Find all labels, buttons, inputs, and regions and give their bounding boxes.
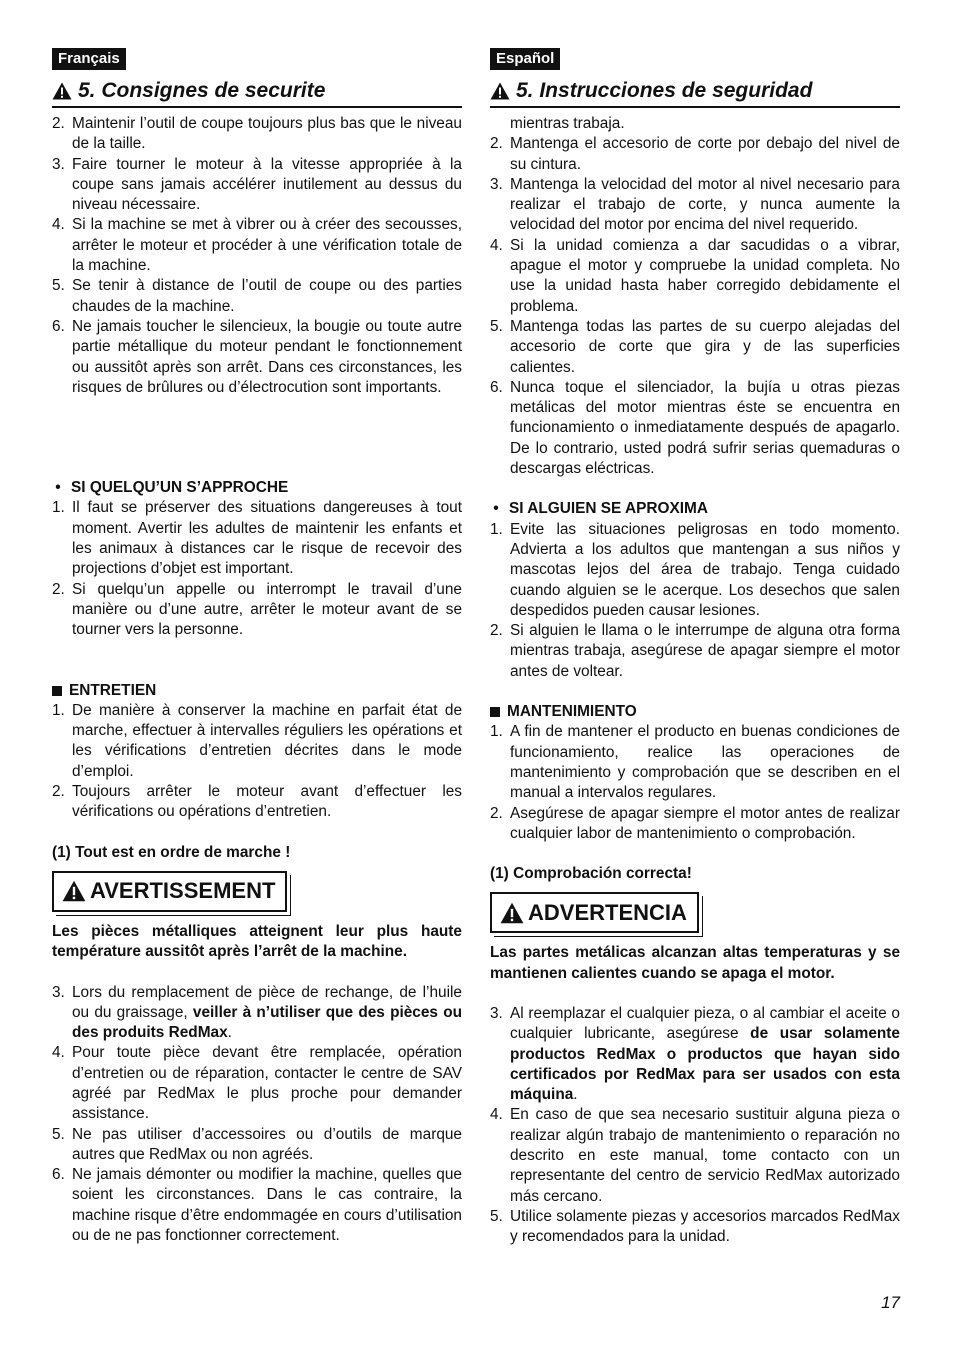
spanish-content [490, 114, 900, 1248]
spanish-list-a [490, 134, 900, 479]
list-item: 2. Asegúrese de apagar siempre el motor antes de realizar cualquier labor de mantenimiento o comprobación. [490, 804, 900, 842]
spanish-column [490, 48, 900, 1248]
list-item: 3. Al reemplazar el cualquier pieza, o al cambiar el aceite o cualquier lubricante, asegúrese de usar solamente productos RedMax o productos que hayan sido certificados por RedMax para ser usados con esta máquina. [490, 1004, 900, 1104]
list-item: 2. Si quelqu’un appelle ou interrompt le travail d’une manière ou d’une autre, arrêter le moteur avant de se tourner vers la personne. [52, 580, 462, 639]
list-item: 6. Nunca toque el silenciador, la bujía u otras piezas metálicas del motor mientras éste se encuentra en funcionamiento o inmediatamente después de apagarlo. De lo contrario, usted podrá sufrir serias quemaduras o descargas eléctricas. [490, 378, 900, 478]
square-bullet-icon [52, 686, 62, 696]
french-list-a [52, 114, 462, 398]
french-list-c [52, 701, 462, 823]
list-item: 1. A fin de mantener el producto en buenas condiciones de funcionamiento, realice las operaciones de mantenimiento y comprobación que se describen en el manual a intervalos regulares. [490, 723, 900, 802]
list-item: 2. Mantenga el accesorio de corte por debajo del nivel de su cintura. [490, 135, 900, 173]
list-item: 1. De manière à conserver la machine en parfait état de marche, effectuer à intervalles réguliers les opérations et les vérifications d’entretien décrites dans le mode d’emploi. [52, 701, 462, 780]
approach-heading-spanish: • SI ALGUIEN SE APROXIMA [490, 499, 900, 519]
spanish-list-b [490, 520, 900, 682]
warning-box-wrapper-french [52, 871, 462, 912]
section-title-text: 5. Consignes de securite [78, 79, 326, 102]
list-item: 5. Mantenga todas las partes de su cuerpo alejadas del accesorio de corte que gira y de las superficies calientes. [490, 317, 900, 376]
list-item: 3. Mantenga la velocidad del motor al nivel necesario para realizar el trabajo de corte, y nunca aumente la velocidad del motor por encima del nivel requerido. [490, 175, 900, 234]
page-number: 17 [881, 1293, 900, 1312]
french-content [52, 114, 462, 1246]
warning-box-french: AVERTISSEMENT [52, 871, 287, 912]
check-line-french: (1) Tout est en ordre de marche ! [52, 843, 291, 861]
list-item: 4. En caso de que sea necesario sustituir alguna pieza o realizar algún trabajo de mantenimiento o reparación no descrito en este manual, tome contacto con un representante del centro de servicio RedMax autorizado más cercano. [490, 1106, 900, 1205]
maintenance-heading-spanish: MANTENIMIENTO [490, 702, 900, 722]
list-item: 4. Si la unidad comienza a dar sacudidas o a vibrar, apague el motor y compruebe la unidad completa. No use la unidad hasta haber corregido debidamente el problema. [490, 236, 900, 315]
check-line-spanish: (1) Comprobación correcta! [490, 865, 692, 883]
list-item: 1. Il faut se préserver des situations dangereuses à tout moment. Avertir les adultes de maintenir les enfants et les animaux à distances car le risque de recevoir des projections d’objet est important. [52, 499, 462, 578]
list-item: 3. Lors du remplacement de pièce de rechange, de l’huile ou du graissage, veiller à n’utiliser que des pièces ou des produits RedMax. [52, 983, 463, 1042]
list-item: 4. Pour toute pièce devant être remplacée, opération d’entretien ou de réparation, contacter le centre de SAV agréé par RedMax le plus proche pour demander assistance. [52, 1044, 462, 1123]
list-item: 5. Utilice solamente piezas y accesorios marcados RedMax y recomendados para la unidad. [490, 1207, 900, 1246]
list-item: 2. Si alguien le llama o le interrumpe de alguna otra forma mientras trabaja, asegúrese de apagar siempre el motor antes de voltear. [490, 622, 900, 680]
warning-text-french: Les pièces métalliques atteignent leur plus haute température aussitôt après l’arrêt de la machine. [52, 922, 462, 961]
warning-triangle-icon [500, 902, 524, 924]
approach-heading-french: • SI QUELQU’UN S’APPROCHE [52, 478, 462, 498]
list-item: 5. Ne pas utiliser d’accessoires ou d’outils de marque autres que RedMax ou non agréés. [52, 1125, 462, 1163]
spanish-list-c [490, 722, 900, 844]
list-item: 5. Se tenir à distance de l’outil de coupe ou des parties chaudes de la machine. [52, 277, 462, 315]
square-bullet-icon [490, 707, 500, 717]
bullet-icon: • [493, 500, 499, 518]
section-title-french [52, 76, 462, 108]
list-item: 2. Maintenir l’outil de coupe toujours plus bas que le niveau de la taille. [52, 115, 462, 153]
french-column [52, 48, 462, 1246]
continuation-text: mientras trabaja. [510, 115, 625, 132]
list-item: 3. Faire tourner le moteur à la vitesse appropriée à la coupe sans jamais accélérer inutilement au dessus du niveau nécessaire. [52, 155, 462, 214]
warning-box-spanish: ADVERTENCIA [490, 892, 699, 933]
french-list-d [52, 1043, 462, 1246]
bullet-icon: • [55, 479, 61, 497]
maintenance-heading-french: ENTRETIEN [52, 681, 462, 701]
warning-triangle-icon [52, 82, 72, 100]
language-tag-spanish: Español [490, 48, 560, 70]
list-item: 6. Ne jamais démonter ou modifier la machine, quelles que soient les circonstances. Dans le cas contraire, la machine risque d’être endommagée en cours d’utilisation ou de ne pas fonctionner correctement. [52, 1166, 462, 1245]
list-item: 2. Toujours arrêter le moteur avant d’effectuer les vérifications ou opérations d’entretien. [52, 783, 462, 821]
spanish-list-d [490, 1105, 900, 1247]
warning-triangle-icon [62, 880, 86, 902]
list-item: 4. Si la machine se met à vibrer ou à créer des secousses, arrêter le moteur et procéder à une vérification totale de la machine. [52, 216, 462, 275]
section-title-spanish [490, 76, 900, 108]
section-title-text: 5. Instrucciones de seguridad [516, 79, 813, 102]
french-list-b [52, 498, 462, 640]
warning-text-spanish: Las partes metálicas alcanzan altas temperaturas y se mantienen calientes cuando se apaga el motor. [490, 944, 900, 982]
warning-box-wrapper-spanish [490, 892, 900, 933]
list-item: 1. Evite las situaciones peligrosas en todo momento. Advierta a los adultos que mantengan a sus niños y mascotas lejos del área de trabajo. Tenga cuidado cuando alguien se le acerque. Los desechos que salen despedidos pueden causar lesiones. [490, 520, 900, 619]
list-item: 6. Ne jamais toucher le silencieux, la bougie ou toute autre partie métallique du moteur pendant le fonctionnement ou aussitôt après son arrêt. Dans ces circonstances, les risques de brûlures ou d’électrocution sont importants. [52, 317, 462, 396]
language-tag-french: Français [52, 48, 126, 70]
warning-triangle-icon [490, 82, 510, 100]
